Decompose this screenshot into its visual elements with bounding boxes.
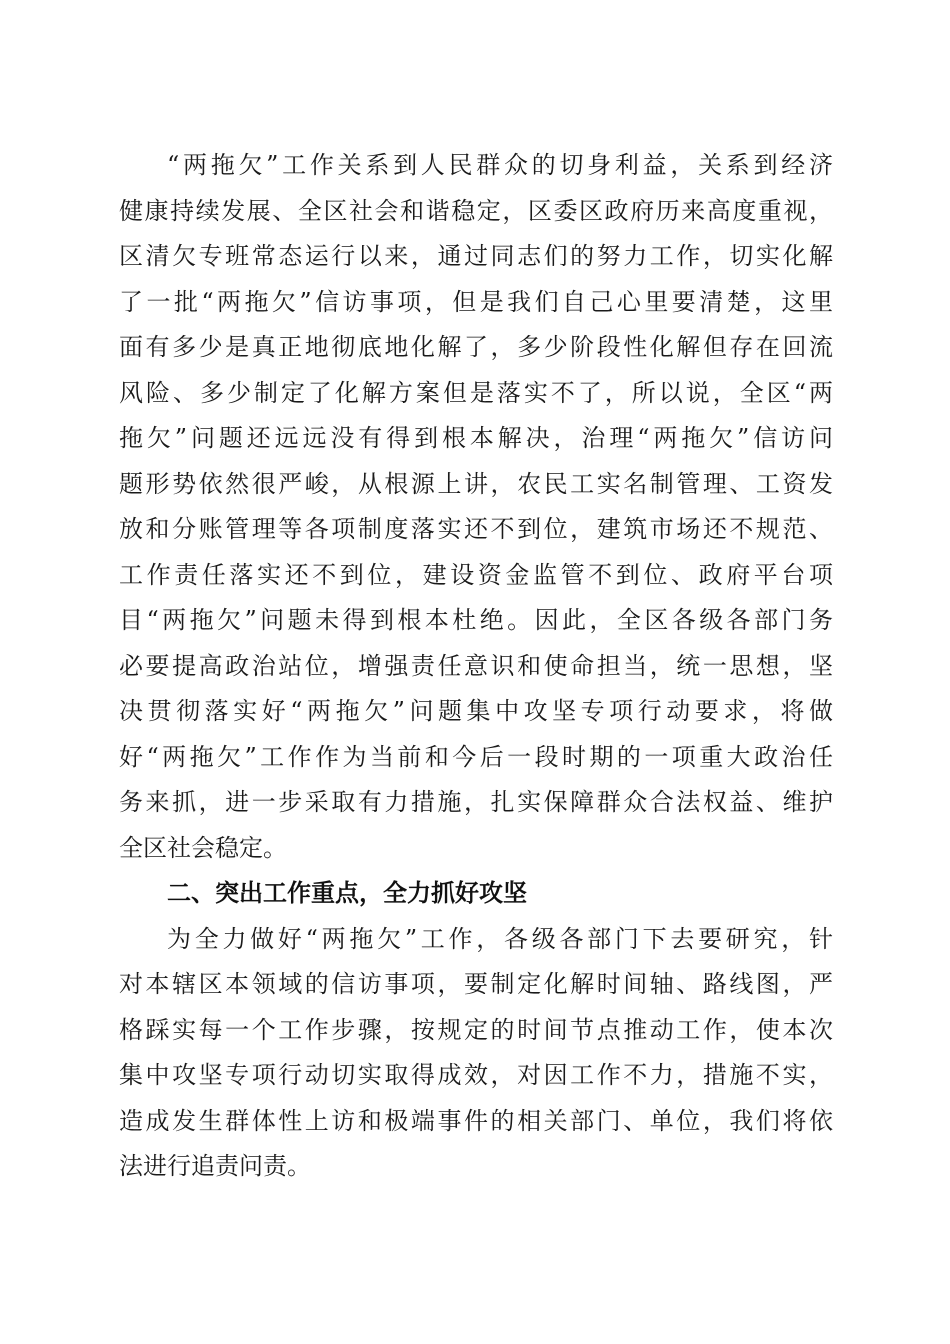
paragraph-line: 为全力做好“两拖欠”工作，各级各部门下去要研究，针 [167, 924, 833, 953]
paragraph-line: 集中攻坚专项行动切实取得成效，对因工作不力，措施不实， [119, 1061, 833, 1089]
paragraph-line: 工作责任落实还不到位，建设资金监管不到位、政府平台项 [119, 560, 833, 589]
paragraph-line: 法进行追责问责。 [119, 1152, 311, 1180]
paragraph-2 [119, 917, 833, 1190]
paragraph-line: 全区社会稳定。 [119, 833, 287, 862]
paragraph-line: 目“两拖欠”问题未得到根本杜绝。因此，全区各级各部门务 [119, 606, 833, 634]
paragraph-line: 放和分账管理等各项制度落实还不到位，建筑市场还不规范、 [119, 515, 833, 543]
paragraph-line: 造成发生群体性上访和极端事件的相关部门、单位，我们将依 [119, 1106, 833, 1135]
paragraph-line: 对本辖区本领域的信访事项，要制定化解时间轴、路线图，严 [119, 970, 833, 998]
section-heading: 二、突出工作重点，全力抓好攻坚 [167, 879, 527, 907]
paragraph-line: 题形势依然很严峻，从根源上讲，农民工实名制管理、工资发 [119, 469, 833, 498]
paragraph-line: 面有多少是真正地彻底地化解了，多少阶段性化解但存在回流 [119, 333, 833, 361]
paragraph-line: 了一批“两拖欠”信访事项，但是我们自己心里要清楚，这里 [119, 287, 833, 316]
paragraph-line: 务来抓，进一步采取有力措施，扎实保障群众合法权益、维护 [119, 788, 833, 816]
paragraph-1 [119, 143, 833, 871]
paragraph-line: 必要提高政治站位，增强责任意识和使命担当，统一思想，坚 [119, 651, 833, 680]
paragraph-line: 区清欠专班常态运行以来，通过同志们的努力工作，切实化解 [119, 242, 833, 270]
paragraph-line: 好“两拖欠”工作作为当前和今后一段时期的一项重大政治任 [119, 742, 833, 771]
paragraph-line: 健康持续发展、全区社会和谐稳定，区委区政府历来高度重视， [119, 196, 833, 225]
paragraph-line: 决贯彻落实好“两拖欠”问题集中攻坚专项行动要求，将做 [119, 697, 833, 725]
paragraph-line: 风险、多少制定了化解方案但是落实不了，所以说，全区“两 [119, 378, 833, 407]
paragraph-line: “两拖欠”工作关系到人民群众的切身利益，关系到经济 [167, 151, 833, 179]
paragraph-line: 拖欠”问题还远远没有得到根本解决，治理“两拖欠”信访问 [119, 424, 833, 452]
paragraph-line: 格踩实每一个工作步骤，按规定的时间节点推动工作，使本次 [119, 1015, 833, 1044]
document-body [119, 143, 833, 1190]
